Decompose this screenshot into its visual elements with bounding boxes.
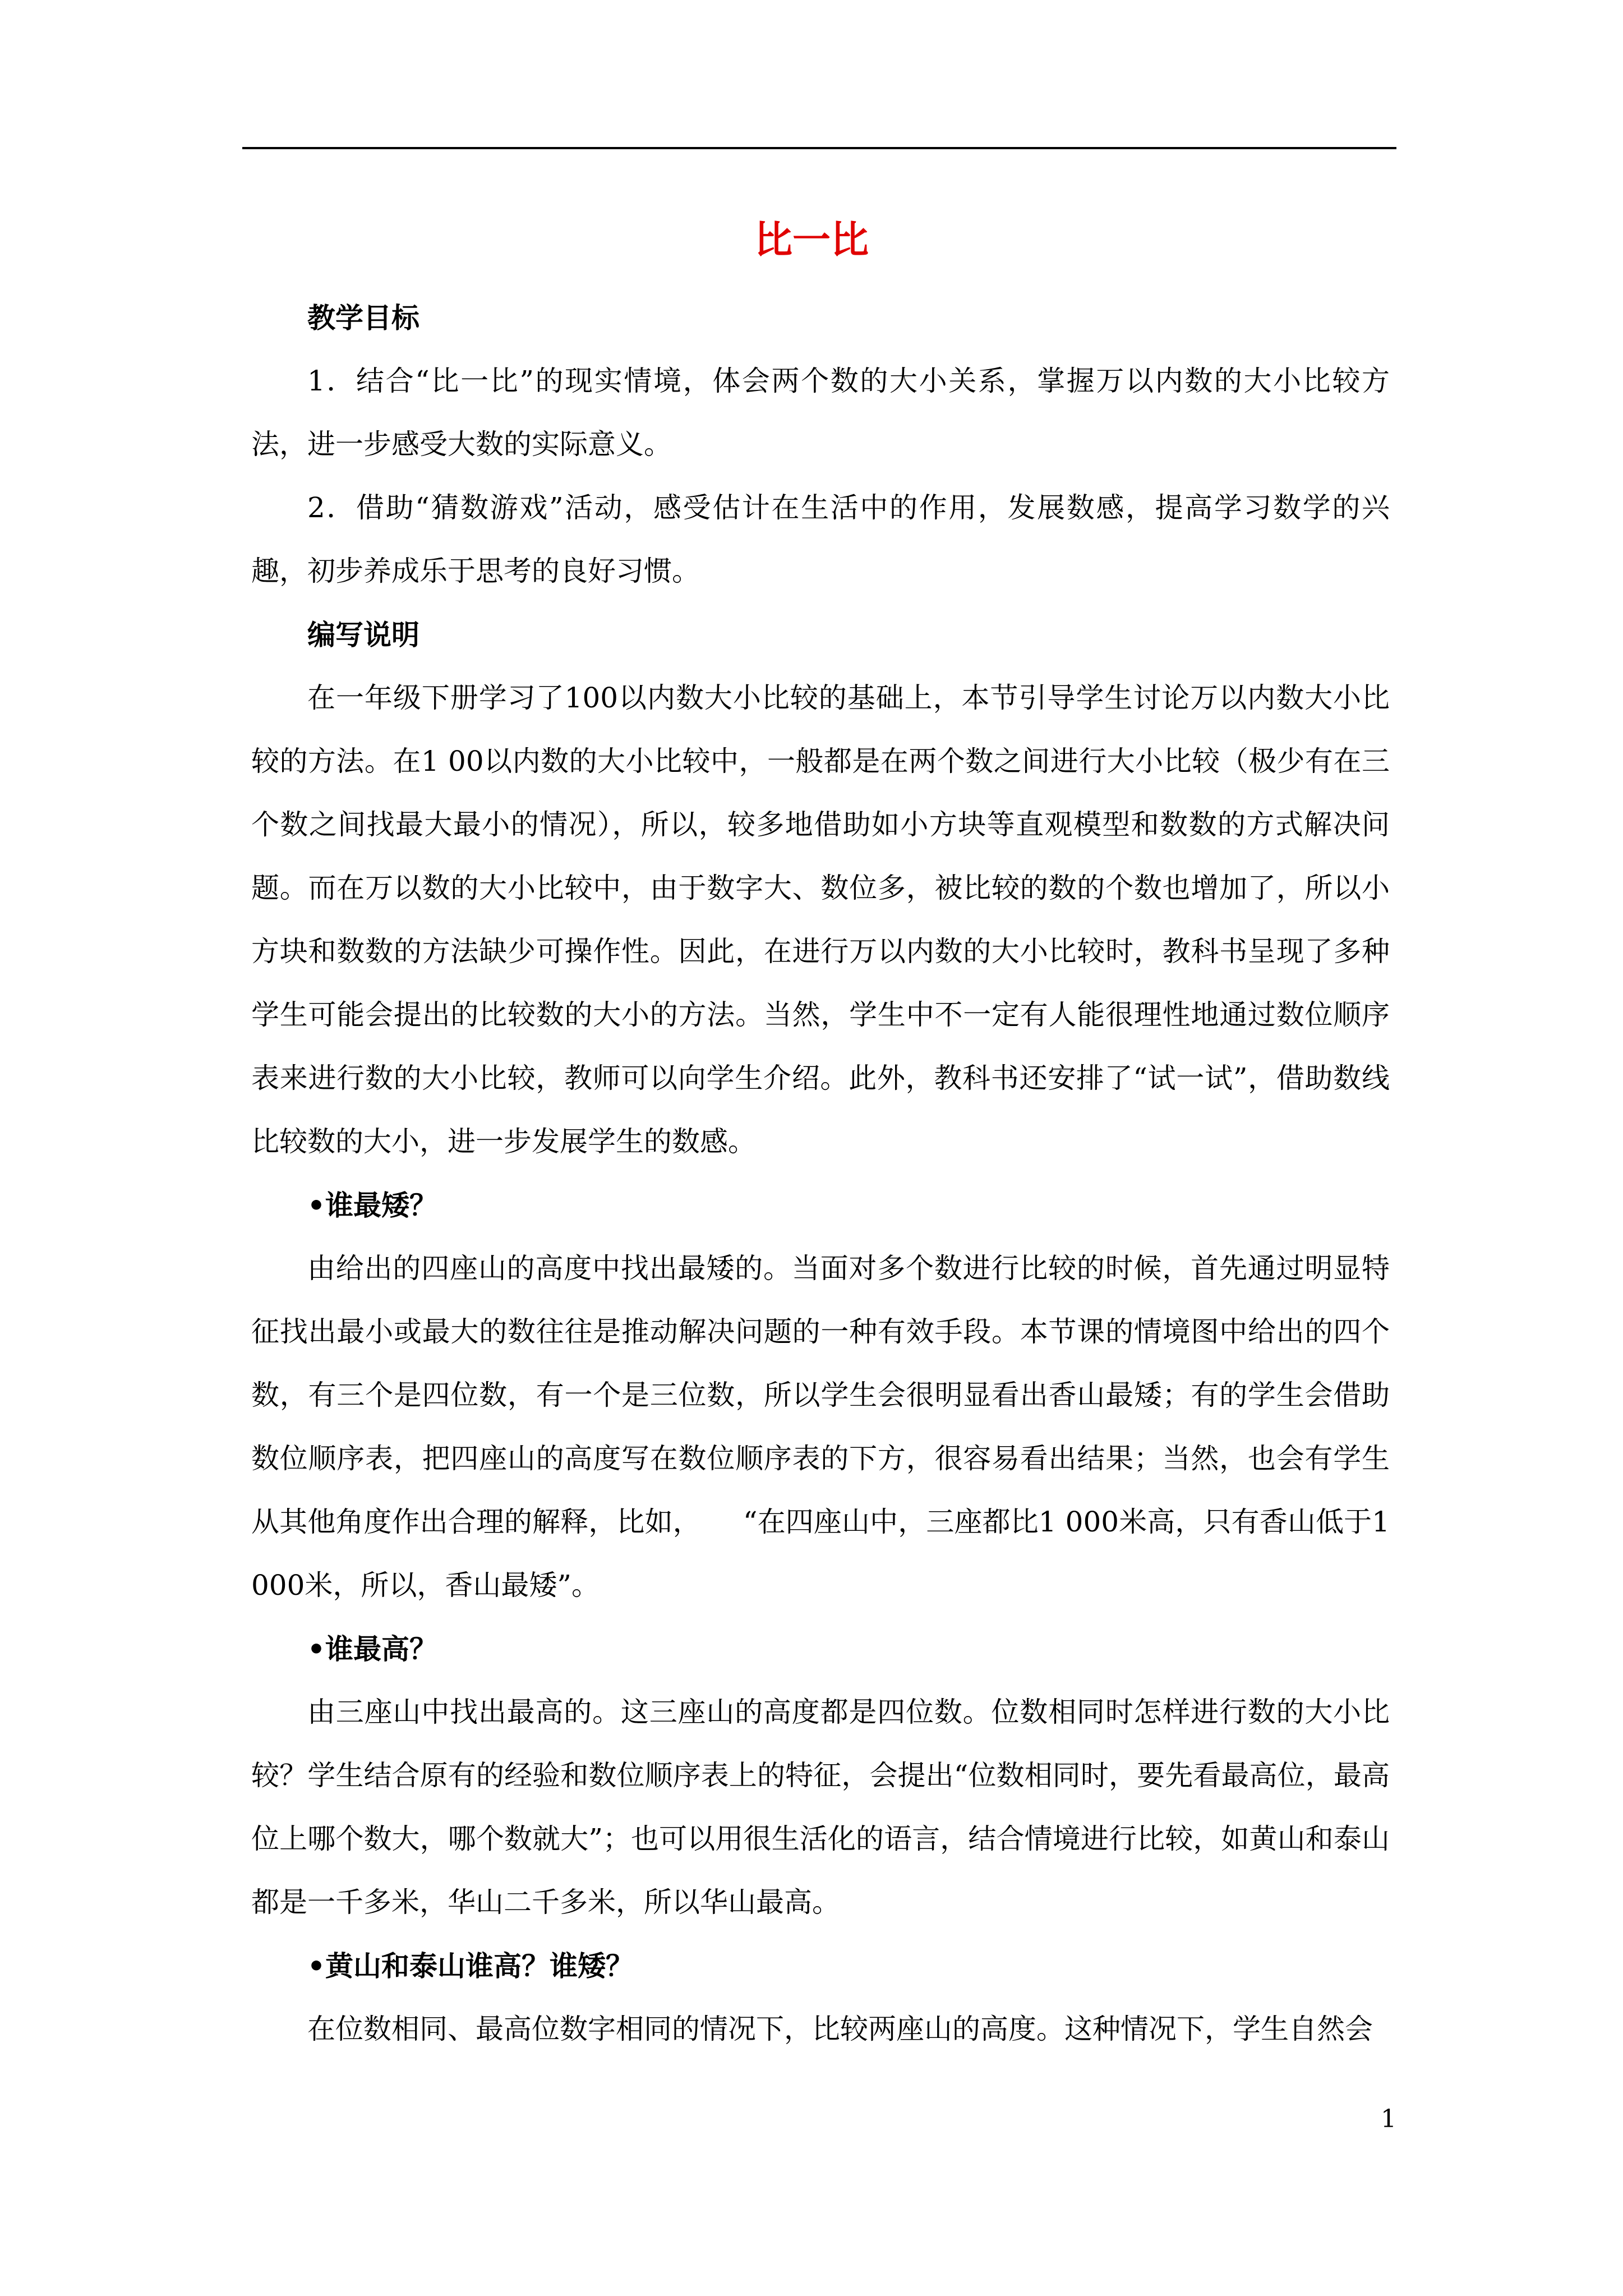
paragraph: 由三座山中找出最高的。这三座山的高度都是四位数。位数相同时怎样进行数的大小比较？学生结合原有的经验和数位顺序表上的特征，会提出“位数相同时，要先看最高位，最高位上哪个数大，哪个数就大”；也可以用很生活化的语言，结合情境进行比较，如黄山和泰山都是一千多米，华山二千多米，所以华山最高。 [251, 1696, 1390, 1918]
paragraph: 2．借助“猜数游戏”活动，感受估计在生活中的作用，发展数感，提高学习数学的兴趣，初步养成乐于思考的良好习惯。 [251, 491, 1390, 587]
header-rule [242, 147, 1396, 149]
page-title: 比一比 [754, 218, 869, 263]
paragraph: 由给出的四座山的高度中找出最矮的。当面对多个数进行比较的时候，首先通过明显特征找出最小或最大的数往往是推动解决问题的一种有效手段。本节课的情境图中给出的四个数，有三个是四位数，有一个是三位数，所以学生会很明显看出香山最矮；有的学生会借助数位顺序表，把四座山的高度写在数位顺序表的下方，很容易看出结果；当然，也会有学生从其他角度作出合理的解释，比如， “在四座山中，三座都比1 000米高，只有香山低于1 000米，所以，香山最矮”。 [251, 1252, 1390, 1602]
document-body [251, 286, 1390, 2061]
section-heading-shortest: •谁最矮？ [307, 1189, 437, 1222]
section-heading-notes: 编写说明 [307, 618, 419, 651]
paragraph: 在位数相同、最高位数字相同的情况下，比较两座山的高度。这种情况下，学生自然会 [307, 2013, 1373, 2045]
section-heading-objectives: 教学目标 [307, 301, 419, 334]
section-heading-compare: •黄山和泰山谁高？谁矮？ [307, 1949, 634, 1982]
paragraph: 在一年级下册学习了100以内数大小比较的基础上，本节引导学生讨论万以内数大小比较的方法。在1 00以内数的大小比较中，一般都是在两个数之间进行大小比较（极少有在三个数之间找最大最小的情况），所以，较多地借助如小方块等直观模型和数数的方式解决问题。而在万以数的大小比较中，由于数字大、数位多，被比较的数的个数也增加了，所以小方块和数数的方法缺少可操作性。因此，在进行万以内数的大小比较时，教科书呈现了多种学生可能会提出的比较数的大小的方法。当然，学生中不一定有人能很理性地通过数位顺序表来进行数的大小比较，教师可以向学生介绍。此外，教科书还安排了“试一试”，借助数线比较数的大小，进一步发展学生的数感。 [251, 682, 1390, 1158]
paragraph: 1．结合“比一比”的现实情境，体会两个数的大小关系，掌握万以内数的大小比较方法，进一步感受大数的实际意义。 [251, 365, 1390, 461]
section-heading-tallest: •谁最高？ [307, 1632, 437, 1665]
page-number: 1 [1381, 2105, 1396, 2133]
